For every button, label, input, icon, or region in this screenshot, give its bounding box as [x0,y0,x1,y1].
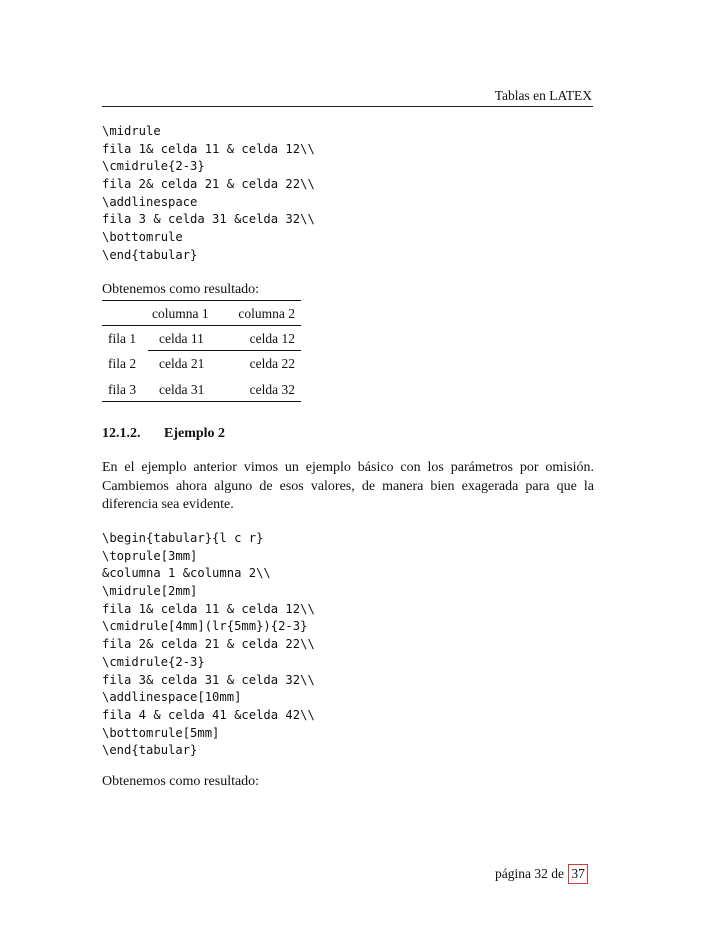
code-line: fila 3& celda 31 & celda 32\\ [102,672,315,687]
code-line: &columna 1 &columna 2\\ [102,566,271,581]
table-row [102,326,301,350]
page-number-text: página 32 de [495,866,564,881]
running-header: Tablas en LATEX [494,88,592,103]
table-row [102,351,301,375]
result-label: Obtenemos como resultado: [102,774,260,789]
table-cell: celda 12 [249,331,295,346]
code-line: fila 2& celda 21 & celda 22\\ [102,637,315,652]
table-cell: fila 3 [108,382,137,397]
table-header-cell: columna 2 [238,306,295,321]
code-line: fila 1& celda 11 & celda 12\\ [102,601,315,616]
code-line: \bottomrule[5mm] [102,725,220,740]
table-header-cell: columna 1 [152,306,209,321]
section-heading [102,426,225,442]
code-line: \bottomrule [102,230,183,245]
section-title: Ejemplo 2 [164,426,226,441]
code-line: \cmidrule[4mm](lr{5mm}){2-3} [102,619,308,634]
table-cell: fila 2 [108,356,137,371]
code-line: \end{tabular} [102,247,198,262]
code-line: fila 1& celda 11 & celda 12\\ [102,141,315,156]
header-rule [102,106,593,107]
result-table [102,300,301,402]
table-header-row [102,301,301,325]
table-cell: celda 32 [249,382,295,397]
table-bottomrule [102,401,301,402]
code-block-2 [102,530,315,760]
code-block-1 [102,123,315,265]
code-line: fila 4 & celda 41 &celda 42\\ [102,707,315,722]
page-footer [495,864,588,884]
code-line: \begin{tabular}{l c r} [102,531,264,545]
table-cell: celda 21 [159,356,205,371]
body-paragraph: En el ejemplo anterior vimos un ejemplo básico con los parámetros por omisión. Cambiemos ahora alguno de esos valores, de manera bien exagerada para que la diferencia sea evidente. [102,460,594,512]
code-line: \toprule[3mm] [102,548,198,563]
code-line: \addlinespace [102,194,198,209]
code-line: \end{tabular} [102,743,198,758]
table-row [102,377,301,401]
total-pages-link[interactable]: 37 [568,864,588,884]
table-cell: celda 22 [249,356,295,371]
table-cell: fila 1 [108,331,137,346]
code-line: fila 2& celda 21 & celda 22\\ [102,177,315,192]
code-line: \midrule [102,124,161,138]
result-label: Obtenemos como resultado: [102,282,260,297]
code-line: \cmidrule{2-3} [102,654,205,669]
code-line: \addlinespace[10mm] [102,690,242,705]
code-line: \cmidrule{2-3} [102,159,205,174]
section-number: 12.1.2. [102,426,141,441]
code-line: \midrule[2mm] [102,584,198,599]
table-cell: celda 31 [159,382,205,397]
code-line: fila 3 & celda 31 &celda 32\\ [102,212,315,227]
table-cell: celda 11 [159,331,204,346]
